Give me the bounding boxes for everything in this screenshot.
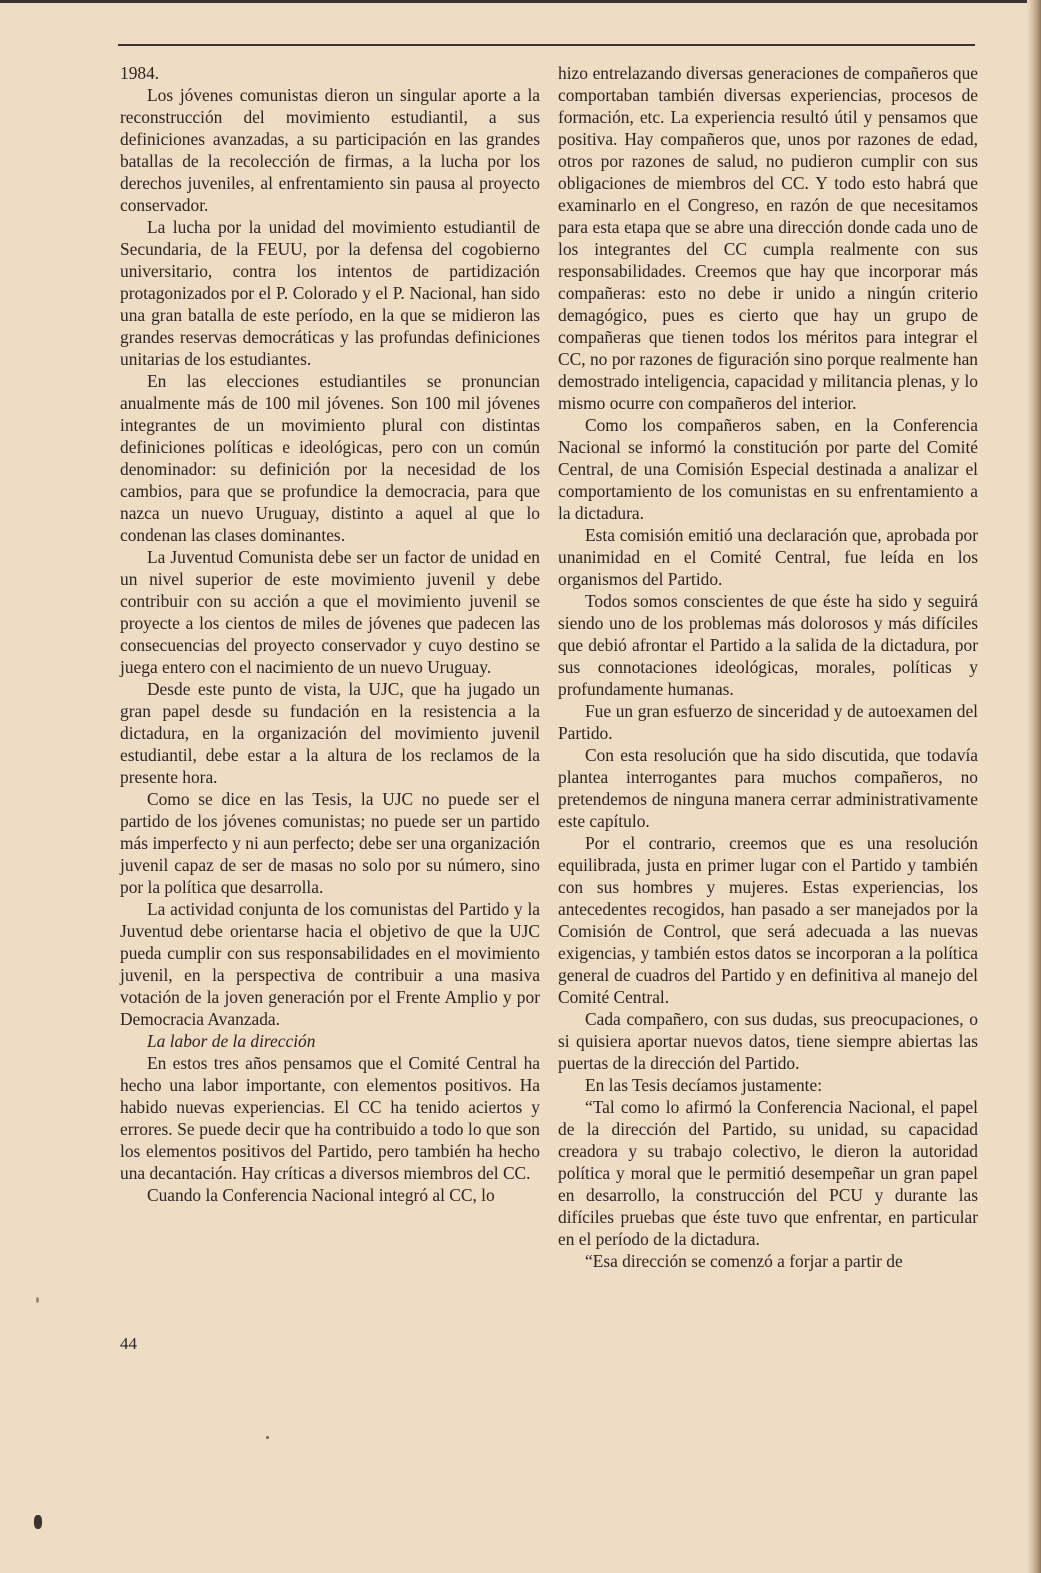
paragraph: Esta comisión emitió una declaración que, aprobada por unanimidad en el Comité Central, fue leída en los organismos del Partido. [558, 525, 978, 589]
scan-speck [36, 1297, 39, 1303]
paragraph: Cada compañero, con sus dudas, sus preocupaciones, o si quisiera aportar nuevos datos, tiene siempre abiertas las puertas de la dirección del Partido. [558, 1009, 978, 1073]
quote-paragraph: “Esa dirección se comenzó a forjar a partir de [585, 1251, 903, 1271]
page-number: 44 [120, 1334, 137, 1353]
page-binding-edge [1027, 0, 1041, 1573]
paragraph: Como los compañeros saben, en la Conferencia Nacional se informó la constitución por parte del Comité Central, de una Comisión Especial destinada a analizar el comportamiento de los comunistas en su enfrentamiento a la dictadura. [558, 415, 978, 523]
paragraph: La lucha por la unidad del movimiento estudiantil de Secundaria, de la FEUU, por la defensa del cogobierno universitario, contra los intentos de partidización protagonizados por el P. Colorado y el P. Nacional, han sido una gran batalla de este período, en la que se midieron las grandes reservas democráticas y las profundas definiciones unitarias de los estudiantes. [120, 217, 540, 369]
scan-speck [34, 1515, 42, 1529]
continued-paragraph: hizo entrelazando diversas generaciones de compañeros que comportaban también diversas experiencias, procesos de formación, etc. La experiencia resultó útil y pensamos que positiva. Hay compañeros que, unos por razones de edad, otros por razones de salud, no pudieron cumplir con sus obligaciones de miembros del CC. Y todo esto habrá que examinarlo en el Congreso, en razón de que necesitamos para esta etapa que se abre una dirección donde cada uno de los integrantes del CC cumpla realmente con sus responsabilidades. Creemos que hay que incorporar más compañeras: esto no debe ir unido a ningún criterio demagógico, pues es cierto que hay un grupo de compañeras que tienen todos los méritos para integrar el CC, no por razones de figuración sino porque realmente han demostrado inteligencia, capacidad y militancia plenas, y lo mismo ocurre con compañeros del interior. [558, 63, 978, 413]
paragraph: Con esta resolución que ha sido discutida, que todavía plantea interrogantes para muchos compañeros, no pretendemos de ninguna manera cerrar administrativamente este capítulo. [558, 745, 978, 831]
paragraph: Fue un gran esfuerzo de sinceridad y de autoexamen del Partido. [558, 701, 978, 743]
scan-speck [266, 1436, 269, 1439]
quote-paragraph: “Tal como lo afirmó la Conferencia Nacional, el papel de la dirección del Partido, su unidad, su capacidad creadora y su trabajo colectivo, le dieron la autoridad política y moral que le permitió desempeñar un gran papel en desarrollo, la construcción del PCU y durante las difíciles pruebas que éste tuvo que enfrentar, en particular en el período de la dictadura. [558, 1097, 978, 1249]
paragraph: La Juventud Comunista debe ser un factor de unidad en un nivel superior de este movimiento juvenil y debe contribuir con su acción a que el movimiento juvenil se proyecte a los cientos de miles de jóvenes que padecen las consecuencias del proyecto conservador y cuyo destino se juega entero con el nacimiento de un nuevo Uruguay. [120, 547, 540, 677]
paragraph: En las elecciones estudiantiles se pronuncian anualmente más de 100 mil jóvenes. Son 100 mil jóvenes integrantes de un movimiento plural con distintas definiciones políticas e ideológicas, pero con un común denominador: su definición por la necesidad de los cambios, para que se profundice la democracia, para que nazca un nuevo Uruguay, distinto a aquel al que lo condenan las clases dominantes. [120, 371, 540, 545]
paragraph: Los jóvenes comunistas dieron un singular aporte a la reconstrucción del movimiento estudiantil, a sus definiciones avanzadas, a su participación en las grandes batallas de la recolección de firmas, a la lucha por los derechos juveniles, al enfrentamiento sin pausa al proyecto conservador. [120, 85, 540, 215]
left-column [120, 62, 540, 1206]
year-line: 1984. [120, 63, 160, 83]
page-top-edge [0, 0, 1041, 3]
paragraph: En las Tesis decíamos justamente: [585, 1075, 823, 1095]
right-column [558, 62, 978, 1272]
paragraph: Como se dice en las Tesis, la UJC no puede ser el partido de los jóvenes comunistas; no puede ser un partido más imperfecto y ni aun perfecto; debe ser una organización juvenil capaz de ser de masas no solo por su número, sino por la política que desarrolla. [120, 789, 540, 897]
paragraph: Por el contrario, creemos que es una resolución equilibrada, justa en primer lugar con el Partido y también con sus hombres y mujeres. Estas experiencias, los antecedentes recogidos, han pasado a ser manejados por la Comisión de Control, que será adecuada a las nuevas exigencias, y también estos datos se incorporan a la política general de cuadros del Partido y en definitiva al manejo del Comité Central. [558, 833, 978, 1007]
header-rule [118, 44, 975, 46]
paragraph: En estos tres años pensamos que el Comité Central ha hecho una labor importante, con elementos positivos. Ha habido nuevas experiencias. El CC ha tenido aciertos y errores. Se puede decir que ha contribuido a todo lo que son los elementos positivos del Partido, pero también ha hecho una decantación. Hay críticas a diversos miembros del CC. [120, 1053, 540, 1183]
paragraph: Todos somos conscientes de que éste ha sido y seguirá siendo uno de los problemas más dolorosos y más difíciles que debió afrontar el Partido a la salida de la dictadura, por sus connotaciones ideológicas, morales, políticas y profundamente humanas. [558, 591, 978, 699]
paragraph: Desde este punto de vista, la UJC, que ha jugado un gran papel desde su fundación en la resistencia a la dictadura, en la organización del movimiento juvenil estudiantil, debe estar a la altura de los reclamos de la presente hora. [120, 679, 540, 787]
paragraph: Cuando la Conferencia Nacional integró al CC, lo [147, 1185, 495, 1205]
section-heading: La labor de la dirección [147, 1031, 316, 1051]
paragraph: La actividad conjunta de los comunistas del Partido y la Juventud debe orientarse hacia el objetivo de que la UJC pueda cumplir con sus responsabilidades en el movimiento juvenil, en la perspectiva de contribuir a una masiva votación de la joven generación por el Frente Amplio y por Democracia Avanzada. [120, 899, 540, 1029]
